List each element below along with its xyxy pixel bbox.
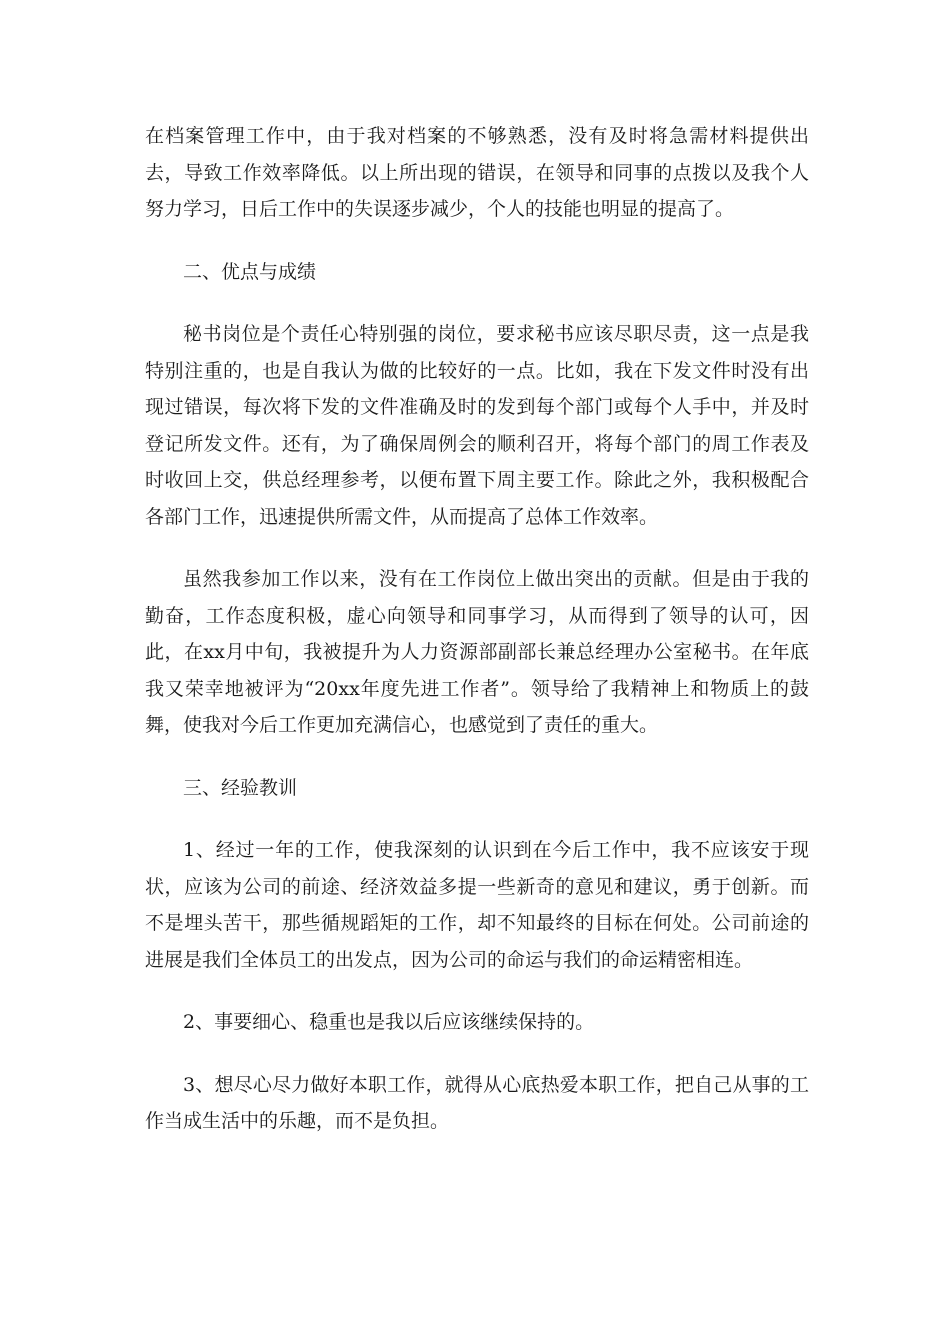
- heading-lessons-learned: 三、经验教训: [183, 776, 298, 799]
- document-page: [145, 118, 809, 1140]
- paragraph-lesson-3: 3、想尽心尽力做好本职工作，就得从心底热爱本职工作，把自己从事的工作当成生活中的乐趣，而不是负担。: [145, 1073, 809, 1132]
- paragraph-lesson-2: 2、事要细心、稳重也是我以后应该继续保持的。: [183, 1011, 595, 1033]
- paragraph-lesson-1: 1、经过一年的工作，使我深刻的认识到在今后工作中，我不应该安于现状，应该为公司的前途、经济效益多提一些新奇的意见和建议，勇于创新。而不是埋头苦干，那些循规蹈矩的工作，却不知最终的目标在何处。公司前途的进展是我们全体员工的出发点，因为公司的命运与我们的命运精密相连。: [145, 839, 809, 971]
- paragraph-secretary-duties: 秘书岗位是个责任心特别强的岗位，要求秘书应该尽职尽责，这一点是我特别注重的，也是自我认为做的比较好的一点。比如，我在下发文件时没有出现过错误，每次将下发的文件准确及时的发到每个部门或每个人手中，并及时登记所发文件。还有，为了确保周例会的顺利召开，将每个部门的周工作表及时收回上交，供总经理参考，以便布置下周主要工作。除此之外，我积极配合各部门工作，迅速提供所需文件，从而提高了总体工作效率。: [145, 323, 809, 528]
- paragraph-promotion-award: 虽然我参加工作以来，没有在工作岗位上做出突出的贡献。但是由于我的勤奋，工作态度积极，虚心向领导和同事学习，从而得到了领导的认可，因此，在xx月中旬，我被提升为人力资源部副部长兼总经理办公室秘书。在年底我又荣幸地被评为“20xx年度先进工作者”。领导给了我精神上和物质上的鼓舞，使我对今后工作更加充满信心，也感觉到了责任的重大。: [145, 568, 809, 736]
- heading-strengths-achievements: 二、优点与成绩: [183, 260, 317, 283]
- paragraph-archive-errors: 在档案管理工作中，由于我对档案的不够熟悉，没有及时将急需材料提供出去，导致工作效率降低。以上所出现的错误，在领导和同事的点拨以及我个人努力学习，日后工作中的失误逐步减少，个人的技能也明显的提高了。: [145, 125, 809, 220]
